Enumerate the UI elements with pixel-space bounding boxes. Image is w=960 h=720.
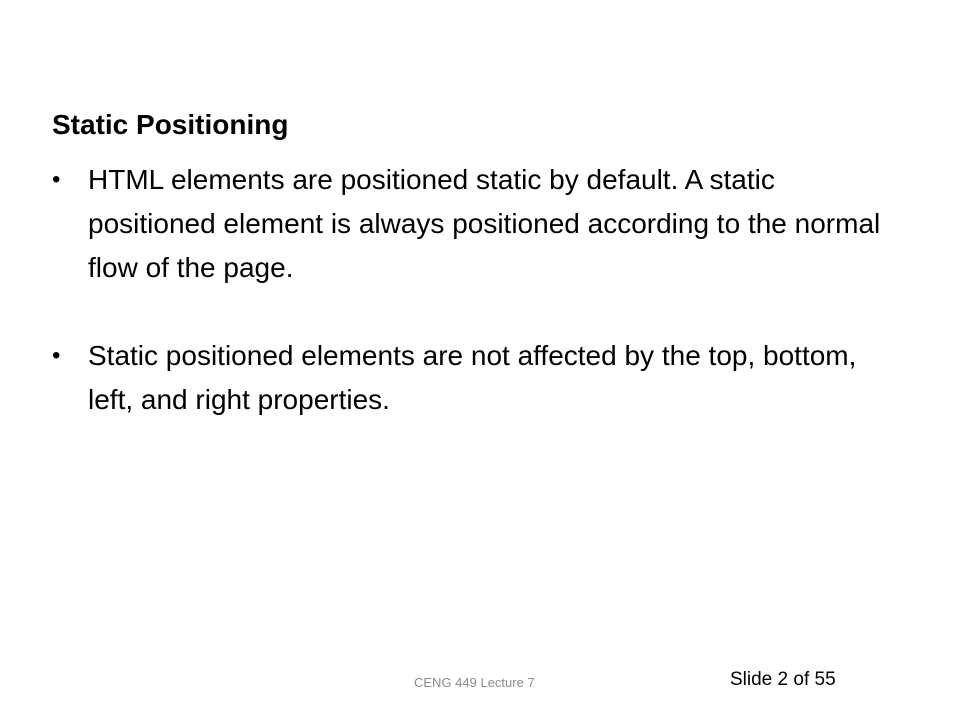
bullet-icon: • (52, 342, 61, 369)
bullet-icon: • (52, 166, 61, 193)
slide-number: Slide 2 of 55 (730, 669, 836, 690)
footer-lecture-label: CENG 449 Lecture 7 (414, 675, 535, 690)
bullet-list (52, 158, 902, 466)
bullet-item (52, 158, 902, 290)
slide-heading: Static Positioning (52, 109, 289, 140)
bullet-text: HTML elements are positioned static by default. A static positioned element is always positioned according to the normal flow of the page. (88, 164, 881, 283)
bullet-item (52, 334, 902, 422)
bullet-text: Static positioned elements are not affected by the top, bottom, left, and right properties. (88, 340, 857, 415)
